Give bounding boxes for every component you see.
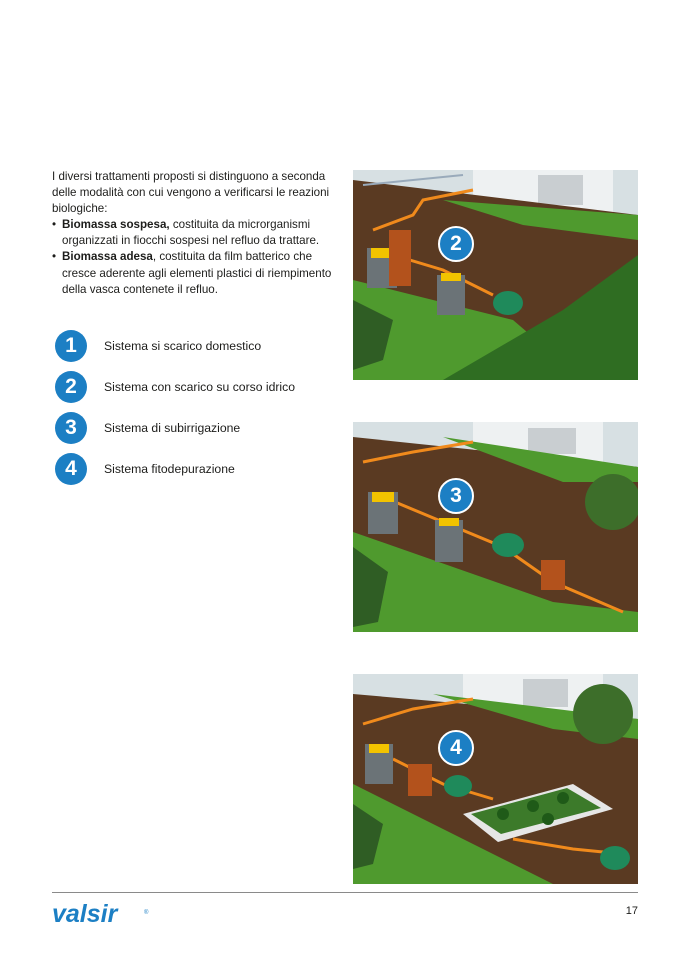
- bullet-bold: Biomassa adesa: [62, 250, 153, 264]
- legend-label: Sistema di subirrigazione: [104, 421, 241, 435]
- illustration-system-3: [353, 422, 638, 632]
- illustration-system-4: [353, 674, 638, 884]
- bullet-icon: •: [52, 250, 57, 264]
- system-3-diagram: [353, 422, 638, 632]
- bullet-bold: Biomassa sospesa,: [62, 218, 170, 232]
- number-badge: 3: [55, 412, 87, 444]
- legend-item-3: [55, 412, 345, 453]
- bullet-text: , costituita da film batterico che cresce aderente agli elementi plastici di riempimento della vasca contenete il refluo.: [62, 250, 332, 296]
- list-item: [52, 249, 342, 297]
- number-badge: 2: [55, 371, 87, 403]
- legend-item-2: [55, 371, 345, 412]
- legend-item-4: [55, 453, 345, 494]
- svg-text:valsir: valsir: [52, 900, 118, 928]
- biomass-list: [52, 217, 342, 297]
- bullet-text: costituita da microrganismi organizzati in fiocchi sospesi nel refluo da trattare.: [62, 218, 320, 248]
- list-item: [52, 217, 342, 249]
- legend-label: Sistema con scarico su corso idrico: [104, 380, 296, 394]
- page-number: 17: [625, 905, 638, 917]
- illustration-system-2: [353, 170, 638, 380]
- number-badge: 1: [55, 330, 87, 362]
- svg-text:®: ®: [144, 910, 149, 916]
- legend-label: Sistema si scarico domestico: [104, 339, 262, 353]
- legend-label: Sistema fitodepurazione: [104, 462, 235, 476]
- number-badge: 2: [438, 226, 474, 262]
- number-badge: 4: [438, 730, 474, 766]
- system-4-diagram: [353, 674, 638, 884]
- number-badge: 4: [55, 453, 87, 485]
- intro-text: [52, 169, 342, 298]
- number-badge: 3: [438, 478, 474, 514]
- system-legend: [55, 330, 345, 494]
- intro-paragraph: I diversi trattamenti proposti si distinguono a seconda delle modalità con cui vengono a verificarsi le reazioni biologiche:: [52, 170, 330, 216]
- system-2-diagram: [353, 170, 638, 380]
- valsir-logo: [52, 900, 152, 928]
- footer-divider: [52, 892, 638, 893]
- bullet-icon: •: [52, 218, 57, 232]
- legend-item-1: [55, 330, 345, 371]
